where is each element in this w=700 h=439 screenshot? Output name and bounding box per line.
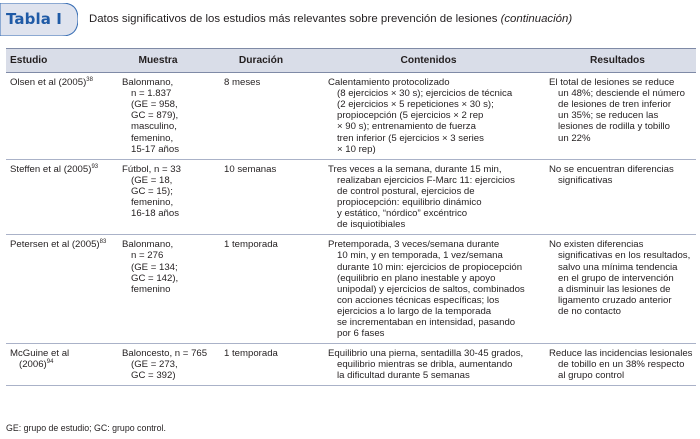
cell-contenidos [318,235,539,344]
resultados-line: Reduce las incidencias lesionales [549,348,693,360]
resultados-line: de tobillo en un 38% respecto [558,359,685,371]
cell-duracion: 8 meses [204,73,318,160]
resultados-line: El total de lesiones se reduce [549,77,675,89]
contenidos-line: ejercicios a lo largo de la temporada [337,305,492,317]
contenidos-line: × 90 s); entrenamiento de fuerza [337,121,476,133]
contenidos-line: de isquiotibiales [337,219,406,231]
resultados-line: No existen diferencias [549,239,644,251]
reference-number: 93 [91,163,99,170]
cell-resultados [539,73,696,160]
resultados-line: al grupo control [558,370,625,382]
contenidos-line: se incrementaban en intensidad, pasando [337,316,516,328]
contenidos-line: propiocepción: equilibrio dinámico [337,197,482,209]
contenidos-line: realizaban ejercicios F-Marc 11: ejercicios [337,174,515,186]
contenidos-line: (2 ejercicios × 5 repeticiones × 30 s); [337,99,494,111]
muestra-line: GC = 879), [131,110,179,122]
resultados-line: a disminuir las lesiones de [558,283,671,295]
header-row [6,49,696,73]
muestra-line: femenino, [131,197,174,209]
cell-duracion: 1 temporada [204,235,318,344]
muestra-line: GC = 142), [131,272,179,284]
muestra-line: (GE = 273, [131,359,178,371]
contenidos-line: Equilibrio una pierna, sentadilla 30-45 grados, [328,348,524,360]
muestra-line: n = 1.837 [131,88,172,100]
header-duracion: Duración [204,49,318,73]
header-resultados: Resultados [539,49,696,73]
contenidos-line: de control postural, ejercicios de [337,185,475,197]
resultados-line: un 48%; desciende el número [558,88,685,100]
contenidos-line: Pretemporada, 3 veces/semana durante [328,239,500,251]
reference-number: 94 [46,359,54,366]
contenidos-line: por 6 fases [337,328,385,340]
resultados-line: significativas [558,174,613,186]
cell-muestra [112,235,204,344]
contenidos-line: Calentamiento protocolizado [328,77,450,89]
reference-number: 83 [99,239,107,246]
muestra-line: GC = 392) [131,370,176,382]
estudio-text: Steffen et al (2005) [10,163,92,175]
cell-estudio [6,159,112,235]
estudio-line [10,239,108,250]
cell-muestra [112,159,204,235]
data-table [6,48,696,386]
cell-resultados [539,235,696,344]
muestra-line: Fútbol, n = 33 [122,163,181,175]
estudio-text: McGuine et al [10,348,70,360]
contenidos-line: tren inferior (5 ejercicios × 3 series [337,132,484,144]
estudio-line [10,164,108,175]
resultados-line: de lesiones de tren inferior [558,99,672,111]
muestra-line: Baloncesto, n = 765 [122,348,208,360]
muestra-line: femenino [131,283,171,295]
muestra-line: femenino, [131,132,174,144]
muestra-line: 16-18 años [131,208,180,220]
contenidos-line: unipodal) y ejercicios de saltos, combinados [337,283,525,295]
cell-contenidos [318,73,539,160]
cell-resultados [539,159,696,235]
estudio-line [10,77,108,88]
resultados-line: de no contacto [558,305,621,317]
caption-main: Datos significativos de los estudios más relevantes sobre prevención de lesiones [89,13,498,25]
contenidos-line: durante 10 min: ejercicios de propiocepción [337,261,523,273]
table-header [0,0,700,40]
estudio-text: (2006) [19,359,47,371]
cell-estudio [6,235,112,344]
muestra-line: GC = 15); [131,185,173,197]
caption-italic: (continuación) [500,13,573,25]
table-footnote: GE: grupo de estudio; GC: grupo control. [6,423,166,433]
header-muestra: Muestra [112,49,204,73]
resultados-line: un 35%; se reducen las [558,110,659,122]
contenidos-line: Tres veces a la semana, durante 15 min, [328,163,502,175]
estudio-text: Petersen et al (2005) [10,239,100,251]
resultados-line: significativas en los resultados, [558,250,691,262]
contenidos-line: la dificultad durante 5 semanas [337,370,470,382]
cell-duracion: 1 temporada [204,344,318,386]
cell-estudio [6,344,112,386]
resultados-line: No se encuentran diferencias [549,163,674,175]
contenidos-line: equilibrio mientras se dribla, aumentando [337,359,513,371]
table-row [6,344,696,386]
muestra-line: Balonmano, [122,77,174,89]
cell-contenidos [318,344,539,386]
cell-duracion: 10 semanas [204,159,318,235]
contenidos-line: × 10 rep) [337,143,376,155]
contenidos-line: (equilibrio en plano inestable y apoyo [337,272,496,284]
contenidos-line: propiocepción (5 ejercicios × 2 rep [337,110,484,122]
header-contenidos: Contenidos [318,49,539,73]
resultados-line: salvo una mínima tendencia [558,261,678,273]
muestra-line: 15-17 años [131,143,180,155]
contenidos-line: con acciones técnicas específicas; los [337,294,500,306]
contenidos-line: y estático, “nórdico” excéntrico [337,208,468,220]
table-row [6,73,696,160]
cell-resultados [539,344,696,386]
table-body [6,73,696,386]
resultados-line: en el grupo de intervención [558,272,674,284]
muestra-line: (GE = 958, [131,99,178,111]
muestra-line: Balonmano, [122,239,174,251]
table-caption [89,13,572,25]
muestra-line: n = 276 [131,250,164,262]
estudio-line [10,359,108,370]
cell-muestra [112,73,204,160]
contenidos-line: (8 ejercicios × 30 s); ejercicios de técnica [337,88,513,100]
muestra-line: masculino, [131,121,177,133]
table-row [6,235,696,344]
muestra-line: (GE = 134; [131,261,178,273]
estudio-text: Olsen et al (2005) [10,77,87,89]
data-table-container [6,48,696,386]
cell-estudio [6,73,112,160]
cell-muestra [112,344,208,386]
resultados-line: ligamento cruzado anterior [558,294,672,306]
table-label: Tabla I [6,10,62,28]
cell-contenidos [318,159,539,235]
muestra-line: (GE = 18, [131,174,173,186]
contenidos-line: 10 min, y en temporada, 1 vez/semana [337,250,503,262]
header-estudio: Estudio [6,49,112,73]
estudio-line [10,348,108,359]
reference-number: 38 [86,76,93,83]
resultados-line: lesiones de rodilla y tobillo [558,121,670,133]
resultados-line: un 22% [558,132,591,144]
table-row [6,159,696,235]
